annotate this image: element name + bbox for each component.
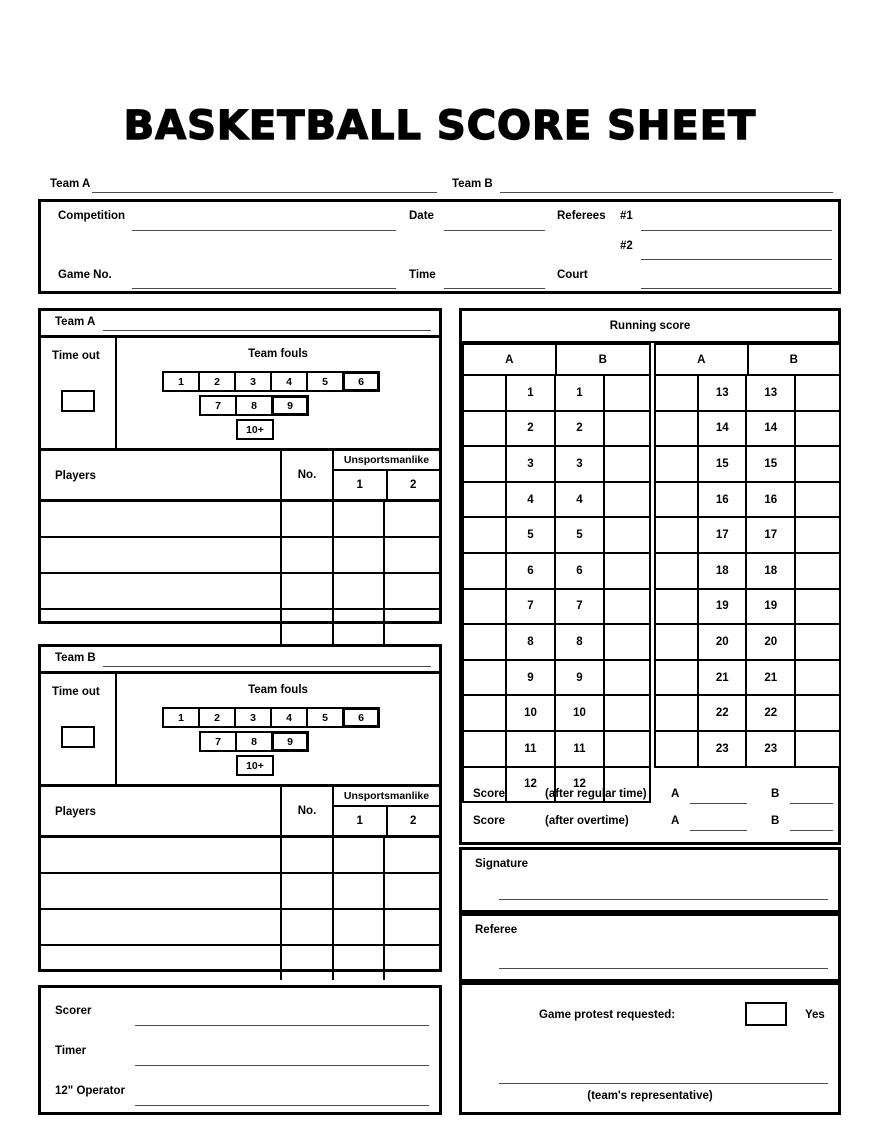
table-row[interactable] [464, 625, 649, 661]
table-row[interactable] [41, 946, 439, 980]
team-b-player-u2-cell[interactable] [385, 874, 439, 908]
rs-b-mark[interactable] [605, 625, 648, 659]
competition-input-line[interactable] [132, 230, 396, 231]
rs-a-mark[interactable] [656, 554, 699, 588]
rs-b-point[interactable]: 3 [556, 447, 605, 481]
rs-b-mark[interactable] [796, 412, 839, 446]
rs-a-point[interactable]: 17 [699, 518, 747, 552]
team-a-player-name-cell[interactable] [41, 610, 282, 644]
rs-b-mark[interactable] [605, 696, 648, 730]
table-row[interactable] [464, 412, 649, 448]
team-b-foul-row-1 [162, 707, 378, 728]
game-info-box [38, 199, 841, 294]
team-a-foul-box[interactable]: 10+ [236, 419, 274, 440]
team-b-player-no-cell[interactable] [282, 910, 334, 944]
team-b-foul-box-bonus[interactable]: 6 [342, 707, 380, 728]
rs-b-mark[interactable] [796, 661, 839, 695]
game-no-label: Game No. [58, 269, 112, 281]
team-a-foul-row-2 [199, 395, 307, 416]
team-b-timeout-label: Time out [52, 686, 100, 698]
rs-b-mark[interactable] [605, 483, 648, 517]
team-b-no-col-header: No. [282, 787, 334, 835]
rs-b-point[interactable]: 11 [556, 732, 605, 766]
team-b-foul-box[interactable]: 8 [235, 731, 273, 752]
team-a-fouls-area [41, 338, 439, 451]
table-row[interactable] [464, 590, 649, 626]
team-a-timeout-cell [41, 338, 117, 448]
rs-b-mark[interactable] [796, 483, 839, 517]
rs-a-mark[interactable] [464, 554, 507, 588]
team-a-player-no-cell[interactable] [282, 538, 334, 572]
team-b-foul-box-bonus[interactable]: 9 [271, 731, 309, 752]
table-row[interactable] [464, 518, 649, 554]
table-row[interactable] [41, 910, 439, 946]
team-b-unsportsmanlike-1: 1 [334, 807, 388, 835]
referee-input-line[interactable] [499, 968, 828, 969]
team-b-top-input-line[interactable] [500, 192, 833, 193]
team-a-foul-box[interactable]: 7 [199, 395, 237, 416]
score-regular-team-b-label: B [771, 788, 780, 800]
game-protest-checkbox[interactable] [745, 1002, 787, 1026]
rs-a-point[interactable]: 2 [507, 412, 556, 446]
signature-box [459, 847, 841, 913]
score-regular-label: Score [473, 788, 505, 800]
table-row[interactable] [464, 696, 649, 732]
rs-b-point[interactable]: 15 [747, 447, 795, 481]
rs-a-mark[interactable] [656, 590, 699, 624]
team-b-team-fouls-title: Team fouls [248, 684, 308, 696]
referee-2-input-line[interactable] [641, 259, 832, 260]
team-b-foul-box[interactable]: 1 [162, 707, 200, 728]
running-score-left-header [464, 345, 649, 376]
table-row[interactable] [656, 625, 839, 661]
team-representative-input-line[interactable] [499, 1083, 828, 1084]
score-regular-team-a-label: A [671, 788, 680, 800]
rs-a-point[interactable]: 3 [507, 447, 556, 481]
referee-label: Referee [475, 924, 518, 936]
team-a-players-table [41, 451, 439, 644]
time-input-line[interactable] [444, 288, 545, 289]
team-b-player-u2-cell[interactable] [385, 910, 439, 944]
team-a-timeout-checkbox[interactable] [61, 390, 95, 412]
referee-2-label: #2 [620, 240, 633, 252]
table-row[interactable] [656, 554, 839, 590]
team-b-player-u1-cell[interactable] [334, 874, 385, 908]
team-a-players-col-header [41, 451, 282, 499]
rs-b-point[interactable]: 23 [747, 732, 795, 766]
team-a-player-u2-cell[interactable] [385, 538, 439, 572]
rs-b-mark[interactable] [605, 412, 648, 446]
rs-b-point[interactable]: 8 [556, 625, 605, 659]
rs-b-point[interactable]: 20 [747, 625, 795, 659]
scorer-row [41, 994, 439, 1034]
game-protest-box [459, 982, 841, 1115]
running-score-right-col-a: A [656, 345, 749, 374]
running-score-panel [459, 308, 841, 845]
referee-1-label: #1 [620, 210, 633, 222]
table-row[interactable] [464, 661, 649, 697]
team-a-player-name-cell[interactable] [41, 574, 282, 608]
date-input-line[interactable] [444, 230, 545, 231]
team-b-top-label: Team B [452, 178, 493, 190]
team-b-player-u1-cell[interactable] [334, 946, 385, 980]
running-score-right-half [654, 343, 841, 768]
rs-a-mark[interactable] [656, 696, 699, 730]
team-b-player-no-cell[interactable] [282, 946, 334, 980]
score-regular-note: (after regular time) [545, 788, 647, 800]
rs-a-point[interactable]: 4 [507, 483, 556, 517]
team-b-player-name-cell[interactable] [41, 874, 282, 908]
date-label: Date [409, 210, 434, 222]
table-row[interactable] [656, 732, 839, 766]
team-a-player-no-cell[interactable] [282, 502, 334, 536]
rs-a-mark[interactable] [656, 376, 699, 410]
team-b-unsportsmanlike-label: Unsportsmanlike [334, 787, 439, 807]
team-b-player-u2-cell[interactable] [385, 838, 439, 872]
table-row[interactable] [41, 838, 439, 874]
rs-b-mark[interactable] [605, 590, 648, 624]
team-a-unsportsmanlike-subheaders [334, 471, 439, 499]
table-row[interactable] [464, 376, 649, 412]
game-no-input-line[interactable] [132, 288, 396, 289]
table-row[interactable] [464, 554, 649, 590]
rs-b-mark[interactable] [605, 554, 648, 588]
rs-b-point[interactable]: 1 [556, 376, 605, 410]
rs-b-mark[interactable] [605, 518, 648, 552]
team-b-player-name-cell[interactable] [41, 910, 282, 944]
team-a-team-fouls-cell [117, 338, 439, 448]
rs-b-mark[interactable] [605, 732, 648, 766]
game-protest-label: Game protest requested: [539, 1009, 676, 1021]
team-a-player-u1-cell[interactable] [334, 610, 385, 644]
team-a-foul-box-bonus[interactable]: 6 [342, 371, 380, 392]
running-score-left-col-b: B [598, 353, 607, 366]
rs-b-mark[interactable] [605, 661, 648, 695]
referee-box [459, 913, 841, 982]
rs-a-mark[interactable] [464, 412, 507, 446]
rs-a-point[interactable]: 14 [699, 412, 747, 446]
rs-b-point[interactable]: 16 [747, 483, 795, 517]
team-a-foul-box[interactable]: 2 [198, 371, 236, 392]
game-protest-yes-label: Yes [805, 1009, 825, 1021]
rs-b-mark[interactable] [796, 625, 839, 659]
rs-a-point[interactable]: 12 [507, 768, 556, 802]
team-a-no-col-header: No. [282, 451, 334, 499]
table-row[interactable] [656, 696, 839, 732]
team-b-foul-box[interactable]: 5 [306, 707, 344, 728]
rs-a-mark[interactable] [464, 376, 507, 410]
team-a-foul-box[interactable]: 5 [306, 371, 344, 392]
time-label: Time [409, 269, 436, 281]
rs-a-point[interactable]: 13 [699, 376, 747, 410]
team-b-foul-box[interactable]: 10+ [236, 755, 274, 776]
table-row[interactable] [656, 376, 839, 412]
rs-b-point[interactable]: 22 [747, 696, 795, 730]
signature-label: Signature [475, 858, 529, 870]
table-row[interactable] [41, 874, 439, 910]
table-row[interactable] [41, 502, 439, 538]
team-a-foul-box-bonus[interactable]: 9 [271, 395, 309, 416]
referee-1-input-line[interactable] [641, 230, 832, 231]
rs-a-mark[interactable] [464, 732, 507, 766]
rs-b-point[interactable]: 14 [747, 412, 795, 446]
rs-a-mark[interactable] [464, 518, 507, 552]
referees-label: Referees [557, 210, 606, 222]
team-a-player-no-cell[interactable] [282, 574, 334, 608]
rs-a-mark[interactable] [656, 412, 699, 446]
team-b-player-no-cell[interactable] [282, 838, 334, 872]
team-a-foul-row-1 [162, 371, 378, 392]
table-row[interactable] [41, 610, 439, 644]
team-b-players-label: Players [55, 806, 96, 818]
rs-a-point[interactable]: 9 [507, 661, 556, 695]
court-label: Court [557, 269, 588, 281]
team-a-unsportsmanlike-col-header [334, 451, 439, 499]
table-row[interactable] [656, 483, 839, 519]
team-b-name-input-line[interactable] [103, 666, 431, 667]
team-b-unsportsmanlike-col-header [334, 787, 439, 835]
team-b-team-fouls-cell [117, 674, 439, 784]
shot-clock-operator-input-line[interactable] [135, 1105, 429, 1106]
rs-b-mark[interactable] [796, 732, 839, 766]
rs-a-point[interactable]: 8 [507, 625, 556, 659]
team-b-player-u2-cell[interactable] [385, 946, 439, 980]
score-overtime-team-b-input-line[interactable] [790, 830, 833, 831]
rs-b-point[interactable]: 9 [556, 661, 605, 695]
team-b-foul-box[interactable]: 4 [270, 707, 308, 728]
team-a-players-header [41, 451, 439, 502]
page-title: BASKETBALL SCORE SHEET [123, 103, 757, 149]
team-b-players-col-header [41, 787, 282, 835]
score-overtime-label: Score [473, 815, 505, 827]
rs-a-mark[interactable] [656, 625, 699, 659]
rs-b-point[interactable]: 17 [747, 518, 795, 552]
team-b-player-u1-cell[interactable] [334, 838, 385, 872]
rs-b-point[interactable]: 18 [747, 554, 795, 588]
team-b-name-row [41, 647, 439, 674]
table-row[interactable] [656, 447, 839, 483]
table-row[interactable] [656, 590, 839, 626]
timer-label: Timer [55, 1045, 87, 1057]
running-score-right-col-b: B [789, 353, 798, 366]
table-row[interactable] [464, 483, 649, 519]
rs-a-point[interactable]: 10 [507, 696, 556, 730]
team-a-foul-box[interactable]: 3 [234, 371, 272, 392]
rs-b-mark[interactable] [796, 554, 839, 588]
table-row[interactable] [464, 447, 649, 483]
team-b-timeout-checkbox[interactable] [61, 726, 95, 748]
score-regular-team-a-input-line[interactable] [690, 803, 747, 804]
rs-b-point[interactable]: 6 [556, 554, 605, 588]
team-a-players-label: Players [55, 470, 96, 482]
table-row[interactable] [656, 661, 839, 697]
rs-a-mark[interactable] [464, 625, 507, 659]
team-a-player-name-cell[interactable] [41, 502, 282, 536]
score-overtime-team-b-label: B [771, 815, 780, 827]
rs-a-point[interactable]: 18 [699, 554, 747, 588]
team-a-name-label: Team A [55, 316, 96, 328]
team-b-players-header [41, 787, 439, 838]
team-b-foul-box[interactable]: 7 [199, 731, 237, 752]
team-b-foul-row-3 [236, 755, 272, 776]
team-a-unsportsmanlike-1: 1 [334, 471, 388, 499]
team-b-name-label: Team B [55, 652, 96, 664]
rs-a-point[interactable]: 11 [507, 732, 556, 766]
rs-a-mark[interactable] [464, 590, 507, 624]
team-b-player-no-cell[interactable] [282, 874, 334, 908]
rs-a-point[interactable]: 16 [699, 483, 747, 517]
team-a-unsportsmanlike-2: 2 [410, 479, 417, 491]
rs-b-mark[interactable] [796, 376, 839, 410]
team-b-unsportsmanlike-subheaders [334, 807, 439, 835]
team-b-foul-row-2 [199, 731, 307, 752]
rs-a-point[interactable]: 21 [699, 661, 747, 695]
table-row[interactable] [656, 518, 839, 554]
running-score-left-col-a: A [464, 345, 558, 374]
team-representative-caption: (team's representative) [587, 1090, 713, 1102]
team-a-foul-box[interactable]: 1 [162, 371, 200, 392]
table-row[interactable] [464, 732, 649, 768]
rs-a-point[interactable]: 5 [507, 518, 556, 552]
team-a-player-no-cell[interactable] [282, 610, 334, 644]
team-a-player-u2-cell[interactable] [385, 502, 439, 536]
rs-b-mark[interactable] [605, 447, 648, 481]
score-overtime-team-a-input-line[interactable] [690, 830, 747, 831]
rs-a-mark[interactable] [656, 518, 699, 552]
team-a-foul-box[interactable]: 8 [235, 395, 273, 416]
team-a-name-input-line[interactable] [103, 330, 431, 331]
team-b-players-table [41, 787, 439, 980]
rs-b-point[interactable]: 21 [747, 661, 795, 695]
team-b-panel [38, 644, 442, 972]
team-a-top-label: Team A [50, 178, 91, 190]
rs-b-point[interactable]: 7 [556, 590, 605, 624]
rs-b-point[interactable]: 12 [556, 768, 605, 802]
team-a-top-input-line[interactable] [92, 192, 437, 193]
rs-a-point[interactable]: 1 [507, 376, 556, 410]
shot-clock-operator-row [41, 1074, 439, 1114]
team-a-player-u2-cell[interactable] [385, 574, 439, 608]
rs-a-point[interactable]: 7 [507, 590, 556, 624]
table-row[interactable] [656, 412, 839, 448]
score-overtime-note: (after overtime) [545, 815, 629, 827]
rs-a-mark[interactable] [656, 483, 699, 517]
team-a-player-u1-cell[interactable] [334, 538, 385, 572]
team-a-player-u2-cell[interactable] [385, 610, 439, 644]
competition-label: Competition [58, 210, 126, 222]
rs-a-mark[interactable] [464, 661, 507, 695]
team-b-timeout-cell [41, 674, 117, 784]
rs-b-mark[interactable] [796, 447, 839, 481]
rs-b-point[interactable]: 10 [556, 696, 605, 730]
team-b-player-name-cell[interactable] [41, 946, 282, 980]
rs-a-mark[interactable] [656, 447, 699, 481]
rs-b-point[interactable]: 5 [556, 518, 605, 552]
scorer-input-line[interactable] [135, 1025, 429, 1026]
table-row[interactable] [41, 574, 439, 610]
team-a-player-name-cell[interactable] [41, 538, 282, 572]
team-a-team-fouls-title: Team fouls [248, 348, 308, 360]
rs-b-mark[interactable] [796, 590, 839, 624]
team-a-unsportsmanlike-label: Unsportsmanlike [334, 451, 439, 471]
team-b-foul-box[interactable]: 2 [198, 707, 236, 728]
table-row[interactable] [41, 538, 439, 574]
rs-a-mark[interactable] [656, 732, 699, 766]
rs-b-point[interactable]: 13 [747, 376, 795, 410]
rs-a-mark[interactable] [464, 696, 507, 730]
score-regular-team-b-input-line[interactable] [790, 803, 833, 804]
rs-a-point[interactable]: 19 [699, 590, 747, 624]
shot-clock-operator-label: 12" Operator [55, 1085, 126, 1097]
team-a-player-u1-cell[interactable] [334, 574, 385, 608]
rs-b-point[interactable]: 2 [556, 412, 605, 446]
rs-a-mark[interactable] [464, 483, 507, 517]
rs-b-mark[interactable] [605, 376, 648, 410]
rs-a-mark[interactable] [464, 447, 507, 481]
team-a-timeout-label: Time out [52, 350, 100, 362]
team-a-panel [38, 308, 442, 624]
scorer-label: Scorer [55, 1005, 92, 1017]
rs-b-point[interactable]: 4 [556, 483, 605, 517]
team-a-name-row [41, 311, 439, 338]
rs-a-mark[interactable] [656, 661, 699, 695]
rs-b-mark[interactable] [796, 696, 839, 730]
team-b-foul-box[interactable]: 3 [234, 707, 272, 728]
running-score-left-half [462, 343, 651, 803]
rs-a-point[interactable]: 23 [699, 732, 747, 766]
team-a-foul-box[interactable]: 4 [270, 371, 308, 392]
team-b-player-name-cell[interactable] [41, 838, 282, 872]
rs-a-point[interactable]: 6 [507, 554, 556, 588]
rs-a-point[interactable]: 20 [699, 625, 747, 659]
timer-input-line[interactable] [135, 1065, 429, 1066]
team-a-player-u1-cell[interactable] [334, 502, 385, 536]
running-score-title: Running score [462, 311, 838, 343]
team-a-foul-row-3 [236, 419, 272, 440]
running-score-right-header [656, 345, 839, 376]
team-b-fouls-area [41, 674, 439, 787]
team-b-player-u1-cell[interactable] [334, 910, 385, 944]
timer-row [41, 1034, 439, 1074]
officials-box [38, 985, 442, 1115]
score-overtime-team-a-label: A [671, 815, 680, 827]
rs-b-mark[interactable] [796, 518, 839, 552]
signature-input-line[interactable] [499, 899, 828, 900]
rs-b-point[interactable]: 19 [747, 590, 795, 624]
court-input-line[interactable] [641, 288, 832, 289]
rs-a-point[interactable]: 15 [699, 447, 747, 481]
team-b-unsportsmanlike-2: 2 [410, 815, 417, 827]
rs-a-point[interactable]: 22 [699, 696, 747, 730]
